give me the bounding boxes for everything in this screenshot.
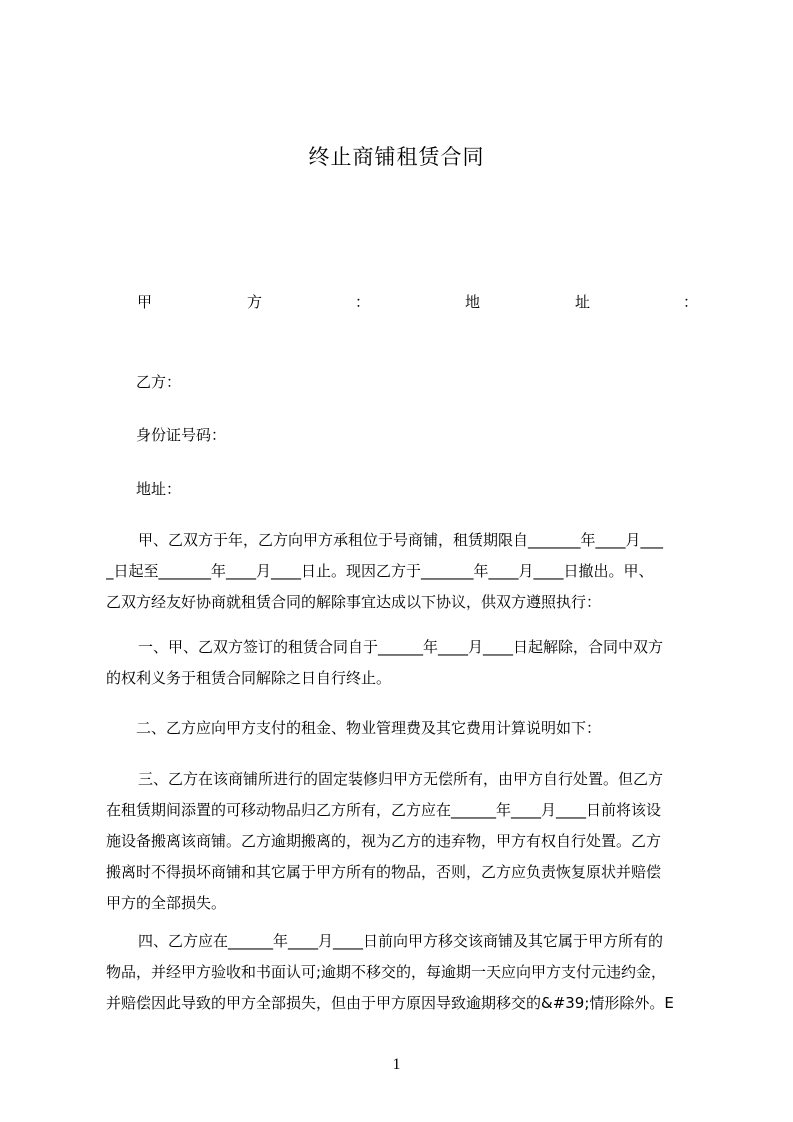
document-title: 终止商铺租赁合同 xyxy=(308,145,485,169)
paragraph-line: 二、乙方应向甲方支付的租金、物业管理费及其它费用计算说明如下： xyxy=(136,719,602,737)
paragraph-line: 并赔偿因此导致的甲方全部损失，但由于甲方原因导致逾期移交的&#39;情形除外。E xyxy=(106,994,674,1012)
party-a-char-1: 甲 xyxy=(137,293,153,311)
address-char-1: 地 xyxy=(465,293,481,311)
party-a-char-2: 方 xyxy=(247,293,263,311)
paragraph-line: 甲、乙双方于年，乙方向甲方承租位于号商铺，租赁期限自_______年____月___ xyxy=(138,531,664,549)
paragraph-clause-2 xyxy=(106,713,698,744)
party-a-address-line xyxy=(105,290,699,314)
paragraph-line: 搬离时不得损坏商铺和其它属于甲方所有的物品，否则，乙方应负责恢复原状并赔偿 xyxy=(106,863,662,881)
paragraph-clause-1 xyxy=(106,632,698,694)
paragraph-line: 的权利义务于租赁合同解除之日自行终止。 xyxy=(106,669,392,687)
paragraph-line: 施设备搬离该商铺。乙方逾期搬离的，视为乙方的违弃物，甲方有权自行处置。乙方 xyxy=(106,832,662,850)
paragraph-clause-3 xyxy=(106,764,698,919)
paragraph-clause-4 xyxy=(106,926,698,1019)
page-number: 1 xyxy=(392,1056,401,1073)
paragraph-line: _日起至_______年____月____日止。现因乙方于_______年____月____日撤出。甲、 xyxy=(106,562,654,580)
party-a-colon: ： xyxy=(355,293,371,311)
paragraph-line: 物品，并经甲方验收和书面认可;逾期不移交的，每逾期一天应向甲方支付元违约金， xyxy=(106,963,667,981)
address-colon: ： xyxy=(683,293,699,311)
paragraph-line: 在租赁期间添置的可移动物品归乙方所有，乙方应在______年____月____日前将该设 xyxy=(106,801,662,819)
address-label: 地址： xyxy=(136,480,182,498)
id-number-label: 身份证号码： xyxy=(136,426,227,444)
paragraph-line: 乙双方经友好协商就租赁合同的解除事宜达成以下协议，供双方遵照执行： xyxy=(106,593,602,611)
paragraph-line: 三、乙方在该商铺所进行的固定装修归甲方无偿所有，由甲方自行处置。但乙方 xyxy=(138,770,664,788)
paragraph-line: 四、乙方应在______年____月____日前向甲方移交该商铺及其它属于甲方所有的 xyxy=(138,932,664,950)
address-char-2: 址 xyxy=(575,293,591,311)
paragraph-preamble xyxy=(106,525,698,618)
party-b-label: 乙方： xyxy=(136,373,182,391)
paragraph-line: 一、甲、乙双方签订的租赁合同自于______年____月____日起解除，合同中双方 xyxy=(138,638,664,656)
paragraph-line: 甲方的全部损失。 xyxy=(106,894,227,912)
